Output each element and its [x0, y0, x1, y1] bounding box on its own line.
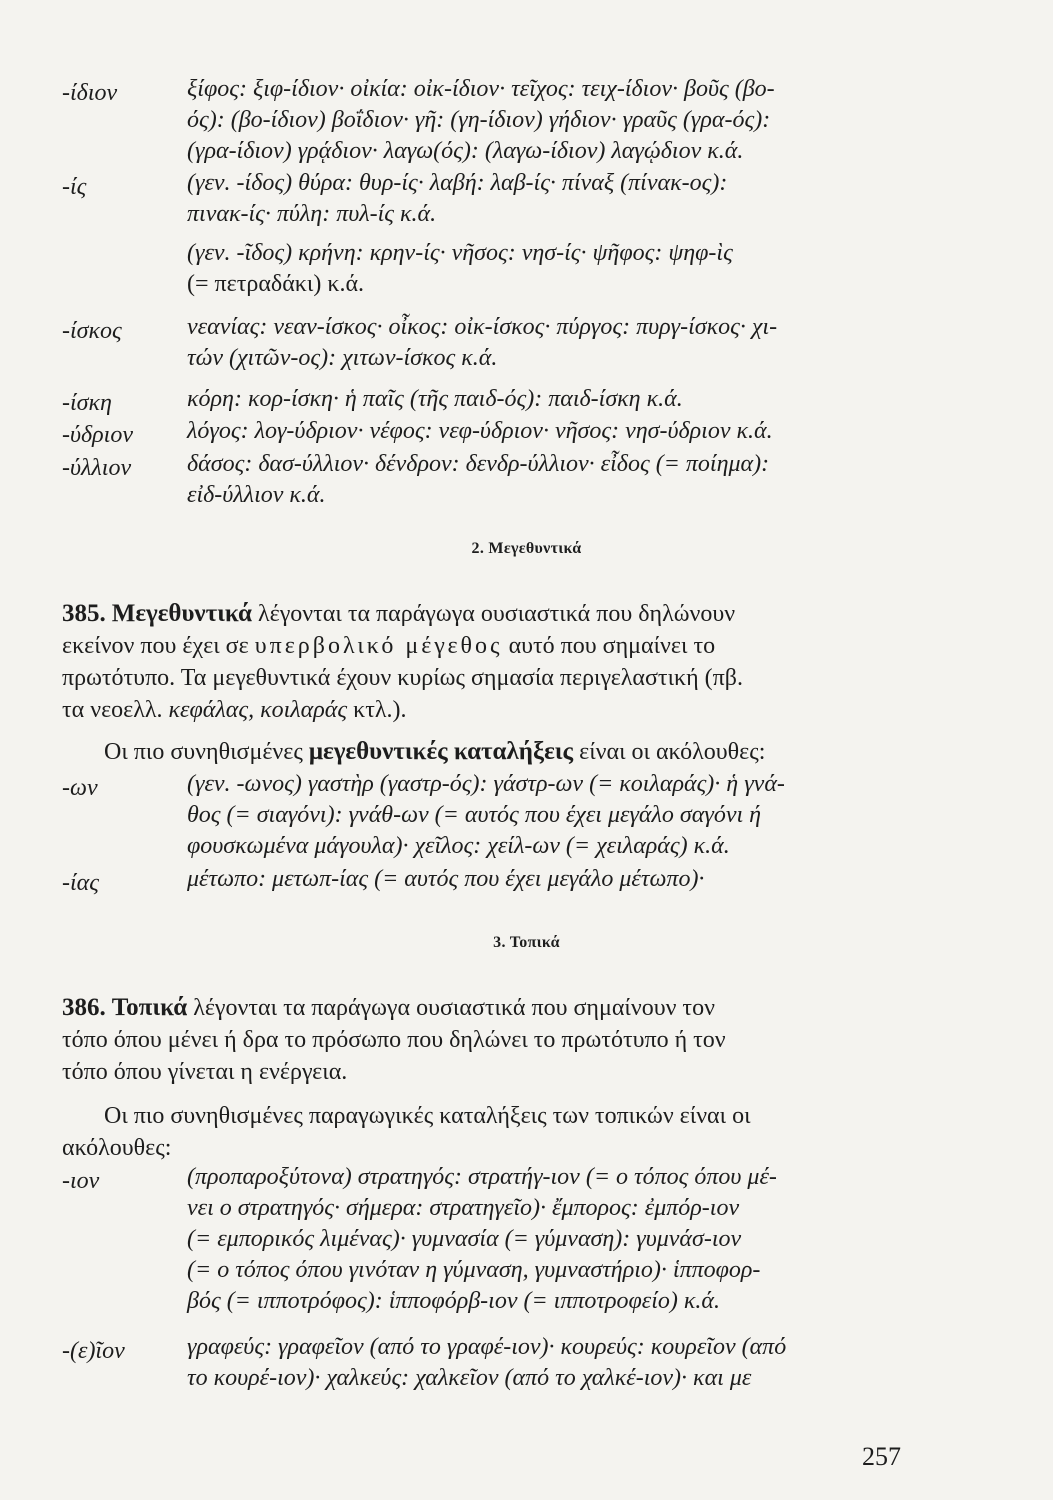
paragraph-text: τα νεοελλ. — [62, 697, 163, 723]
paragraph-text: τόπο όπου γίνεται η ενέργεια. — [62, 1059, 348, 1085]
entry-suffix: -ύδριον — [62, 422, 134, 448]
entry-definition — [187, 384, 929, 415]
entry-suffix: -ίδιον — [62, 80, 118, 106]
paragraph-number: 385. — [62, 600, 106, 627]
definition-line: (γρα-ίδιον) γρᾴδιον· λαγω(ός): (λαγω-ίδιον) λαγῴδιον κ.ά. — [187, 138, 744, 164]
definition-line: (= ο τόπος όπου γινόταν η γύμναση, γυμναστήριο)· ἱπποφορ- — [187, 1257, 761, 1283]
page-number: 257 — [862, 1442, 901, 1471]
italic-text: κεφάλας, κοιλαράς — [168, 697, 348, 723]
paragraph-text: Οι πιο συνηθισμένες — [104, 739, 303, 765]
definition-line: δάσος: δασ-ύλλιον· δένδρον: δενδρ-ύλλιον· εἶδος (= ποίημα): — [187, 451, 770, 477]
definition-line: νεανίας: νεαν-ίσκος· οἶκος: οἰκ-ίσκος· πύργος: πυργ-ίσκος· χι- — [187, 314, 778, 340]
paragraph-text: τόπο όπου μένει ή δρα το πρόσωπο που δηλώνει το πρωτότυπο ή τον — [62, 1027, 726, 1053]
definition-line: πινακ-ίς· πύλη: πυλ-ίς κ.ά. — [187, 201, 437, 227]
emphasized-text: υπερβολικό μέγεθος — [254, 633, 503, 659]
definition-line: φουσκωμένα μάγουλα)· χεῖλος: χείλ-ων (= χειλαράς) κ.ά. — [187, 833, 730, 859]
section-heading: 3. Τοπικά — [493, 934, 560, 951]
definition-line: (= πετραδάκι) κ.ά. — [187, 271, 365, 297]
entry-definition — [187, 168, 929, 300]
definition-line: ξίφος: ξιφ-ίδιον· οἰκία: οἰκ-ίδιον· τεῖχος: τειχ-ίδιον· βοῦς (βο- — [187, 76, 775, 102]
definition-line: το κουρέ-ιον)· χαλκεύς: χαλκεῖον (από το χαλκέ-ιον)· και με — [187, 1365, 752, 1391]
paragraph-385 — [62, 598, 928, 726]
entry-definition — [187, 769, 929, 862]
paragraph-text: αυτό που σημαίνει το — [508, 633, 716, 659]
definition-line: (γεν. -ωνος) γαστὴρ (γαστρ-ός): γάστρ-ων (= κοιλαράς)· ἡ γνά- — [187, 771, 785, 797]
paragraph-text: κτλ.). — [353, 697, 407, 723]
entry-suffix: -(ε)ῖον — [62, 1338, 125, 1364]
paragraph-text: λέγονται τα παράγωγα ουσιαστικά που δηλώνουν — [257, 601, 736, 627]
entry-definition — [187, 416, 929, 447]
definition-line: γραφεύς: γραφεῖον (από το γραφέ-ιον)· κουρεύς: κουρεῖον (από — [187, 1334, 787, 1360]
paragraph-385-endings — [62, 736, 928, 768]
definition-line: νει ο στρατηγός· σήμερα: στρατηγεῖο)· ἔμπορος: ἐμπόρ-ιον — [187, 1195, 740, 1221]
definition-line: (γεν. -ίδος) θύρα: θυρ-ίς· λαβή: λαβ-ίς· πίναξ (πίνακ-ος): — [187, 170, 728, 196]
definition-line: βός (= ιπποτρόφος): ἱπποφόρβ-ιον (= ιπποτροφείο) κ.ά. — [187, 1288, 721, 1314]
definition-line: λόγος: λογ-ύδριον· νέφος: νεφ-ύδριον· νῆσος: νησ-ύδριον κ.ά. — [187, 418, 773, 444]
entry-suffix: -ων — [62, 775, 98, 801]
definition-line: κόρη: κορ-ίσκη· ἡ παῖς (τῆς παιδ-ός): παιδ-ίσκη κ.ά. — [187, 386, 683, 412]
paragraph-text: λέγονται τα παράγωγα ουσιαστικά που σημαίνουν τον — [193, 995, 715, 1021]
definition-line: θος (= σιαγόνι): γνάθ-ων (= αυτός που έχει μεγάλο σαγόνι ή — [187, 802, 762, 828]
section-heading: 2. Μεγεθυντικά — [471, 540, 582, 557]
definition-line: (προπαροξύτονα) στρατηγός: στρατήγ-ιον (= ο τόπος όπου μέ- — [187, 1164, 777, 1190]
paragraph-text: πρωτότυπο. Τα μεγεθυντικά έχουν κυρίως σημασία περιγελαστική (πβ. — [62, 665, 743, 691]
paragraph-386-endings — [62, 1100, 928, 1164]
entry-definition — [187, 449, 929, 511]
paragraph-text: Οι πιο συνηθισμένες παραγωγικές καταλήξεις των τοπικών είναι οι — [104, 1103, 751, 1129]
paragraph-386 — [62, 992, 928, 1088]
entry-suffix: -ύλλιον — [62, 455, 132, 481]
entry-suffix: -ιον — [62, 1168, 100, 1194]
paragraph-text: είναι οι ακόλουθες: — [579, 739, 766, 765]
entry-definition — [187, 1162, 929, 1317]
bold-text: μεγεθυντικές καταλήξεις — [308, 738, 574, 765]
definition-line: εἰδ-ύλλιον κ.ά. — [187, 482, 326, 508]
entry-suffix: -ίας — [62, 870, 99, 896]
entry-definition — [187, 864, 929, 895]
entry-suffix: -ίσκη — [62, 390, 112, 416]
entry-definition — [187, 312, 929, 374]
definition-line: (= εμπορικός λιμένας)· γυμνασία (= γύμναση): γυμνάσ-ιον — [187, 1226, 742, 1252]
entry-definition — [187, 74, 929, 167]
definition-line: τών (χιτῶν-ος): χιτων-ίσκος κ.ά. — [187, 345, 498, 371]
paragraph-text: εκείνον που έχει σε — [62, 633, 249, 659]
paragraph-number: 386. — [62, 994, 106, 1021]
definition-line: (γεν. -ῖδος) κρήνη: κρην-ίς· νῆσος: νησ-ίς· ψῆφος: ψηφ-ὶς — [187, 240, 733, 266]
entry-suffix: -ίς — [62, 174, 87, 200]
paragraph-text: ακόλουθες: — [62, 1135, 172, 1161]
entry-suffix: -ίσκος — [62, 318, 122, 344]
definition-line: μέτωπο: μετωπ-ίας (= αυτός που έχει μεγάλο μέτωπο)· — [187, 866, 705, 892]
paragraph-term: Μεγεθυντικά — [111, 600, 252, 627]
entry-definition — [187, 1332, 929, 1394]
definition-line: ός): (βο-ίδιον) βοΐδιον· γῆ: (γη-ίδιον) γήδιον· γραῦς (γρα-ός): — [187, 107, 771, 133]
paragraph-term: Τοπικά — [111, 994, 188, 1021]
